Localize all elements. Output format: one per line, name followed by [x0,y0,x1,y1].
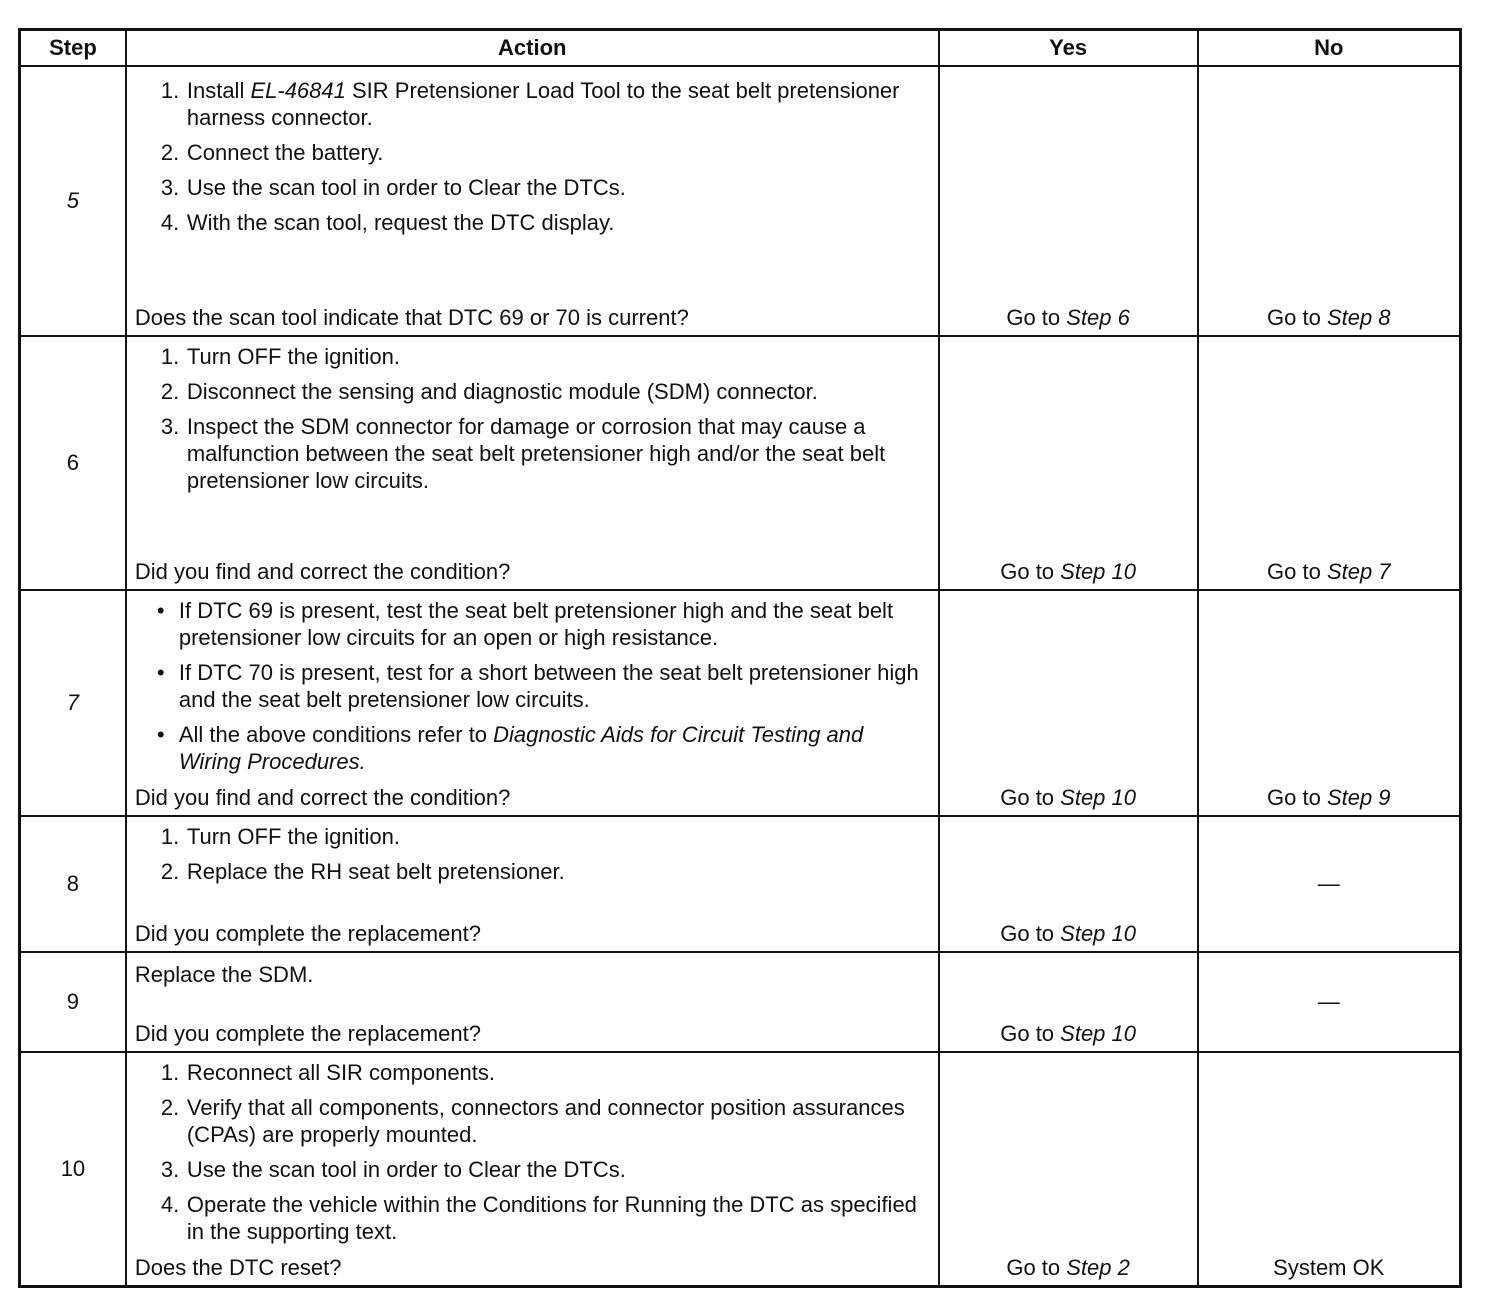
list-item: 3. Use the scan tool in order to Clear the DTCs. [160,1157,626,1182]
step-number: 5 [20,66,126,336]
table-row [20,66,1461,336]
question-text: Did you complete the replacement? [134,921,481,946]
list-item: 1. Install EL-46841 SIR Pretensioner Load Tool to the seat belt pretensioner harness connector. [160,78,900,130]
step-number: 7 [20,590,126,816]
action-cell [126,590,939,816]
no-result: System OK [1198,1052,1461,1286]
header-action: Action [126,30,939,67]
question-text: Does the DTC reset? [134,1254,342,1280]
action-cell [126,66,939,336]
yes-result: Go to Step 6 [939,66,1198,336]
table-row [20,336,1461,590]
header-row [20,30,1461,67]
list-item: 2. Replace the RH seat belt pretensioner. [160,859,565,884]
diagnostic-table [18,28,1462,1288]
action-text: Replace the SDM. [134,962,314,987]
list-item: 1. Turn OFF the ignition. [160,824,401,849]
action-bullets [127,591,938,775]
no-result: Go to Step 8 [1198,66,1461,336]
list-item: • If DTC 69 is present, test the seat belt pretensioner high and the seat belt pretensioner low circuits for an open or high resistance. [156,598,894,650]
yes-result: Go to Step 10 [939,590,1198,816]
yes-result: Go to Step 10 [939,952,1198,1052]
step-link[interactable]: Step 6 [1066,305,1130,330]
step-number: 9 [20,952,126,1052]
list-item: 2. Connect the battery. [160,140,384,165]
step-link[interactable]: Step 10 [1060,785,1136,810]
yes-result: Go to Step 10 [939,336,1198,590]
list-item: 3. Use the scan tool in order to Clear the DTCs. [160,175,626,200]
action-list [127,337,938,494]
step-link[interactable]: Step 8 [1326,305,1391,330]
header-step: Step [20,30,126,67]
table-row [20,1052,1461,1286]
list-item: 4. Operate the vehicle within the Conditions for Running the DTC as specified in the supporting text. [160,1192,917,1244]
question-text: Did you find and correct the condition? [134,559,511,584]
step-number: 8 [20,816,126,952]
action-cell [126,1052,939,1286]
step-link[interactable]: Step 10 [1060,921,1136,946]
yes-result: Go to Step 2 [939,1052,1198,1286]
list-item: 2. Verify that all components, connectors and connector position assurances (CPAs) are properly mounted. [160,1095,905,1147]
question-text: Does the scan tool indicate that DTC 69 or 70 is current? [134,305,689,330]
header-no: No [1198,30,1461,67]
action-cell [126,336,939,590]
list-item: 4. With the scan tool, request the DTC display. [160,210,615,235]
step-link[interactable]: Step 10 [1060,1021,1136,1046]
step-number: 10 [20,1052,126,1286]
diagnostic-table-container [18,28,1462,1288]
no-result: — [1198,816,1461,952]
action-list [127,67,938,236]
step-link[interactable]: Step 2 [1066,1254,1130,1280]
table-row [20,816,1461,952]
list-item: 1. Turn OFF the ignition. [160,344,401,369]
step-link[interactable]: Step 7 [1326,559,1391,584]
header-yes: Yes [939,30,1198,67]
list-item: • All the above conditions refer to Diagnostic Aids for Circuit Testing and Wiring Procedures. [156,722,864,774]
step-link[interactable]: Step 10 [1060,559,1136,584]
question-text: Did you complete the replacement? [134,1021,481,1046]
list-item: 2. Disconnect the sensing and diagnostic module (SDM) connector. [160,379,818,404]
list-item: • If DTC 70 is present, test for a short between the seat belt pretensioner high and the seat belt pretensioner low circuits. [156,660,919,712]
question-text: Did you find and correct the condition? [134,785,511,810]
action-list [127,817,938,885]
list-item: 3. Inspect the SDM connector for damage or corrosion that may cause a malfunction between the seat belt pretensioner high and/or the seat belt pretensioner low circuits. [160,414,886,493]
reference-link[interactable]: Diagnostic Aids for Circuit Testing and Wiring Procedures. [178,722,864,774]
list-item: 1. Reconnect all SIR components. [160,1060,496,1085]
action-cell [126,952,939,1052]
no-result: Go to Step 7 [1198,336,1461,590]
yes-result: Go to Step 10 [939,816,1198,952]
step-link[interactable]: Step 9 [1326,785,1391,810]
table-row [20,952,1461,1052]
no-result: — [1198,952,1461,1052]
action-cell [126,816,939,952]
table-row [20,590,1461,816]
step-number: 6 [20,336,126,590]
action-list [127,1053,938,1245]
no-result: Go to Step 9 [1198,590,1461,816]
